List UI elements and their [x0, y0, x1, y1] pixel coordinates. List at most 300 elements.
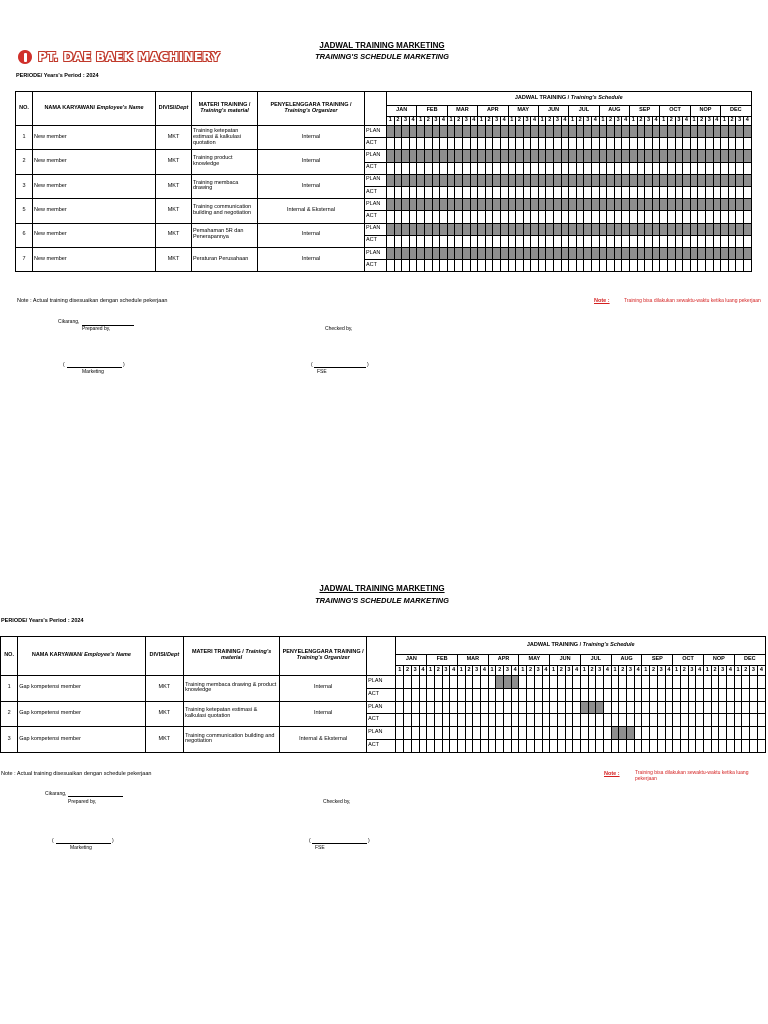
plan-cell: [465, 701, 473, 714]
plan-cell-filled: [516, 247, 524, 259]
act-cell: [596, 739, 604, 752]
col-header-divisi-a: DIVISI/: [158, 104, 177, 111]
plan-cell: [442, 676, 450, 689]
sheet2-period: PERIODE/ Years's Period : 2024: [1, 618, 84, 624]
plan-label: PLAN: [365, 199, 387, 211]
plan-cell-filled: [667, 247, 675, 259]
plan-cell-filled: [675, 247, 683, 259]
act-cell: [630, 138, 638, 150]
plan-cell-filled: [447, 223, 455, 235]
plan-cell-filled: [531, 150, 539, 162]
plan-cell-filled: [531, 223, 539, 235]
plan-cell-filled: [394, 247, 402, 259]
week-number: 2: [637, 117, 645, 126]
col-header-divisi-b: Dept: [176, 104, 189, 111]
plan-cell-filled: [614, 174, 622, 186]
act-cell: [432, 186, 440, 198]
sheet1-sign-line-marketing: [67, 362, 122, 368]
plan-cell-filled: [546, 247, 554, 259]
month-header: MAY: [519, 655, 550, 666]
act-cell: [634, 714, 642, 727]
act-cell: [519, 688, 527, 701]
act-cell: [442, 739, 450, 752]
act-cell: [508, 260, 516, 272]
plan-cell: [573, 727, 581, 740]
plan-cell-filled: [500, 126, 508, 138]
week-number: 2: [424, 117, 432, 126]
plan-cell-filled: [637, 247, 645, 259]
act-cell: [417, 235, 425, 247]
act-cell: [690, 211, 698, 223]
act-cell: [607, 235, 615, 247]
col-header-jadwal: [396, 637, 766, 655]
plan-cell-filled: [667, 126, 675, 138]
plan-cell-filled: [485, 199, 493, 211]
act-cell: [561, 162, 569, 174]
act-cell: [519, 739, 527, 752]
plan-cell-filled: [409, 247, 417, 259]
week-number: 4: [409, 117, 417, 126]
week-number: 4: [481, 666, 489, 676]
act-cell: [569, 260, 577, 272]
plan-cell-filled: [660, 247, 668, 259]
plan-cell-filled: [470, 126, 478, 138]
act-cell: [465, 688, 473, 701]
act-cell: [743, 162, 751, 174]
plan-cell-filled: [667, 150, 675, 162]
plan-cell-filled: [743, 126, 751, 138]
plan-cell-filled: [432, 247, 440, 259]
plan-cell-filled: [622, 199, 630, 211]
plan-cell: [550, 676, 558, 689]
sheet2-paren-open-b: (: [309, 838, 311, 844]
plan-cell: [557, 701, 565, 714]
act-cell: [538, 260, 546, 272]
row-dept: MKT: [156, 223, 192, 247]
act-cell: [396, 714, 404, 727]
act-cell: [534, 739, 542, 752]
act-cell: [757, 688, 765, 701]
plan-cell-filled: [508, 174, 516, 186]
act-cell: [523, 162, 531, 174]
act-cell: [457, 739, 465, 752]
act-cell: [622, 186, 630, 198]
plan-cell-filled: [440, 126, 448, 138]
week-number: 3: [736, 117, 744, 126]
month-header: APR: [478, 106, 508, 117]
row-material: Training product knowledge: [192, 150, 258, 174]
plan-cell: [596, 676, 604, 689]
act-cell: [573, 739, 581, 752]
row-material: Peraturan Perusahaan: [192, 247, 258, 271]
plan-cell-filled: [508, 150, 516, 162]
plan-cell-filled: [554, 150, 562, 162]
act-cell: [660, 162, 668, 174]
act-cell: [622, 235, 630, 247]
week-number: 3: [432, 117, 440, 126]
plan-cell-filled: [417, 150, 425, 162]
act-cell: [592, 138, 600, 150]
act-cell: [637, 186, 645, 198]
plan-cell: [665, 676, 673, 689]
col-header-no: NO.: [16, 92, 33, 126]
act-cell: [546, 138, 554, 150]
act-cell: [690, 235, 698, 247]
plan-cell-filled: [743, 247, 751, 259]
week-number: 3: [614, 117, 622, 126]
act-cell: [409, 260, 417, 272]
act-label: ACT: [367, 714, 396, 727]
plan-label: PLAN: [365, 174, 387, 186]
plan-cell-filled: [637, 174, 645, 186]
row-employee-name: Gap kompetensi member: [18, 676, 145, 702]
plan-cell-filled: [440, 150, 448, 162]
plan-cell-filled: [630, 174, 638, 186]
plan-cell-filled: [409, 199, 417, 211]
act-label: ACT: [367, 739, 396, 752]
week-number: 3: [719, 666, 727, 676]
col-header-penyelenggara-b: Training's Organizer: [296, 655, 350, 661]
plan-cell: [450, 701, 458, 714]
plan-cell-filled: [432, 150, 440, 162]
act-cell: [402, 260, 410, 272]
month-header: OCT: [673, 655, 704, 666]
act-cell: [580, 688, 588, 701]
sheet1-paren-close-a: ): [123, 362, 125, 368]
act-cell: [485, 211, 493, 223]
plan-cell: [542, 701, 550, 714]
plan-cell-filled: [478, 247, 486, 259]
sheet2-date-line: [68, 796, 123, 797]
plan-cell-filled: [516, 150, 524, 162]
plan-cell-filled: [599, 199, 607, 211]
act-cell: [665, 739, 673, 752]
daebaek-logo-icon: [18, 50, 32, 64]
plan-cell: [673, 676, 681, 689]
week-number: 4: [727, 666, 735, 676]
plan-cell-filled: [493, 174, 501, 186]
plan-cell-filled: [569, 223, 577, 235]
plan-cell: [719, 727, 727, 740]
row-no: 2: [16, 150, 33, 174]
act-cell: [736, 235, 744, 247]
month-header: SEP: [642, 655, 673, 666]
week-number: 4: [713, 117, 721, 126]
act-cell: [450, 714, 458, 727]
month-header: JUN: [538, 106, 568, 117]
plan-cell-filled: [508, 199, 516, 211]
plan-cell-filled: [592, 150, 600, 162]
act-cell: [728, 211, 736, 223]
plan-cell-filled: [607, 199, 615, 211]
plan-cell-filled: [538, 223, 546, 235]
plan-cell: [534, 727, 542, 740]
week-number: 3: [462, 117, 470, 126]
sheet2-schedule-table: [0, 636, 766, 753]
plan-cell-filled: [424, 126, 432, 138]
month-header: MAR: [447, 106, 477, 117]
plan-cell-filled: [728, 150, 736, 162]
act-cell: [404, 688, 412, 701]
sheet1-note-red-text: Training bisa dilakukan sewaktu-waktu ketika luang pekerjaan: [624, 298, 761, 304]
plan-cell: [688, 701, 696, 714]
act-cell: [500, 186, 508, 198]
row-organizer: Internal & Eksternal: [258, 199, 365, 223]
plan-cell-filled: [409, 150, 417, 162]
plan-cell-filled: [721, 199, 729, 211]
plan-cell-filled: [447, 174, 455, 186]
plan-cell-filled: [424, 247, 432, 259]
sheet2-sign-line-fse: [312, 838, 367, 844]
plan-cell-filled: [576, 126, 584, 138]
col-header-jadwal-a: JADWAL TRAINING /: [514, 94, 571, 101]
act-cell: [645, 162, 653, 174]
week-number: 1: [508, 117, 516, 126]
plan-cell-filled: [698, 150, 706, 162]
plan-cell-filled: [531, 199, 539, 211]
act-cell: [417, 186, 425, 198]
plan-cell: [457, 676, 465, 689]
week-number: 1: [721, 117, 729, 126]
week-number: 4: [743, 117, 751, 126]
plan-cell: [703, 701, 711, 714]
plan-cell-filled: [424, 199, 432, 211]
act-cell: [493, 260, 501, 272]
act-cell: [703, 688, 711, 701]
plan-cell-filled: [607, 150, 615, 162]
act-cell: [447, 162, 455, 174]
act-cell: [542, 714, 550, 727]
plan-cell-filled: [728, 126, 736, 138]
month-header: JUN: [550, 655, 581, 666]
act-cell: [607, 186, 615, 198]
week-number: 3: [705, 117, 713, 126]
act-cell: [604, 688, 612, 701]
plan-cell: [727, 701, 735, 714]
week-number: 2: [557, 666, 565, 676]
act-cell: [660, 211, 668, 223]
row-dept: MKT: [156, 126, 192, 150]
week-number: 2: [485, 117, 493, 126]
col-header-penyelenggara-a: PENYELENGGARA TRAINING /: [282, 649, 364, 656]
plan-cell-filled: [683, 199, 691, 211]
act-cell: [546, 235, 554, 247]
act-cell: [580, 739, 588, 752]
plan-cell-filled: [630, 126, 638, 138]
plan-cell-filled: [523, 199, 531, 211]
act-cell: [690, 162, 698, 174]
act-cell: [488, 714, 496, 727]
plan-cell-filled: [713, 126, 721, 138]
month-header: JAN: [387, 106, 417, 117]
plan-cell: [719, 701, 727, 714]
plan-cell-filled: [596, 701, 604, 714]
act-cell: [516, 186, 524, 198]
week-number: 1: [447, 117, 455, 126]
plan-cell: [665, 727, 673, 740]
week-number: 2: [588, 666, 596, 676]
plan-cell: [573, 701, 581, 714]
plan-cell: [711, 701, 719, 714]
plan-cell: [703, 676, 711, 689]
act-cell: [470, 235, 478, 247]
plan-cell-filled: [394, 150, 402, 162]
plan-cell: [534, 676, 542, 689]
act-cell: [473, 688, 481, 701]
act-cell: [508, 211, 516, 223]
row-no: 1: [1, 676, 18, 702]
plan-cell-filled: [387, 126, 395, 138]
plan-cell: [757, 727, 765, 740]
act-cell: [573, 688, 581, 701]
act-cell: [637, 235, 645, 247]
act-cell: [652, 260, 660, 272]
act-cell: [728, 260, 736, 272]
week-number: 2: [496, 666, 504, 676]
act-cell: [675, 260, 683, 272]
sheet2-note: Note : Actual training disesuaikan dengan schedule pekerjaan: [1, 771, 152, 777]
act-cell: [470, 162, 478, 174]
week-number: 3: [442, 666, 450, 676]
plan-cell-filled: [493, 126, 501, 138]
act-cell: [396, 688, 404, 701]
plan-cell-filled: [622, 174, 630, 186]
plan-cell-filled: [743, 174, 751, 186]
act-cell: [569, 138, 577, 150]
act-cell: [394, 260, 402, 272]
plan-cell: [404, 676, 412, 689]
plan-cell: [565, 727, 573, 740]
act-cell: [565, 714, 573, 727]
plan-cell-filled: [424, 174, 432, 186]
act-cell: [713, 186, 721, 198]
act-cell: [696, 688, 704, 701]
plan-cell-filled: [538, 126, 546, 138]
plan-label: PLAN: [365, 223, 387, 235]
plan-cell: [542, 727, 550, 740]
plan-cell-filled: [599, 247, 607, 259]
plan-cell: [734, 701, 742, 714]
act-cell: [561, 138, 569, 150]
act-cell: [554, 235, 562, 247]
act-cell: [592, 186, 600, 198]
act-cell: [402, 162, 410, 174]
plan-cell-filled: [523, 247, 531, 259]
plan-cell: [465, 727, 473, 740]
act-cell: [569, 162, 577, 174]
row-dept: MKT: [145, 701, 183, 727]
act-cell: [516, 235, 524, 247]
plan-label: PLAN: [365, 150, 387, 162]
plan-cell-filled: [652, 223, 660, 235]
act-cell: [493, 211, 501, 223]
week-number: 1: [427, 666, 435, 676]
plan-cell-filled: [508, 126, 516, 138]
week-number: 4: [592, 117, 600, 126]
plan-cell-filled: [546, 174, 554, 186]
row-employee-name: Gap kompetensi member: [18, 727, 145, 753]
week-number: 2: [607, 117, 615, 126]
plan-cell-filled: [584, 126, 592, 138]
act-cell: [588, 714, 596, 727]
plan-cell-filled: [447, 199, 455, 211]
act-cell: [531, 260, 539, 272]
plan-cell-filled: [576, 174, 584, 186]
plan-cell: [481, 727, 489, 740]
month-header: JAN: [396, 655, 427, 666]
plan-cell-filled: [402, 247, 410, 259]
sheet2-prepared-by: Prepared by,: [68, 799, 97, 805]
plan-cell-filled: [546, 199, 554, 211]
act-cell: [757, 714, 765, 727]
plan-cell: [519, 727, 527, 740]
plan-cell-filled: [630, 199, 638, 211]
act-cell: [473, 714, 481, 727]
plan-cell-filled: [728, 199, 736, 211]
month-header: FEB: [417, 106, 447, 117]
week-number: 2: [576, 117, 584, 126]
plan-cell: [542, 676, 550, 689]
act-cell: [614, 138, 622, 150]
week-number: 4: [634, 666, 642, 676]
act-cell: [542, 688, 550, 701]
month-header: FEB: [427, 655, 458, 666]
act-cell: [667, 186, 675, 198]
act-cell: [455, 162, 463, 174]
plan-cell: [465, 676, 473, 689]
act-cell: [750, 714, 758, 727]
plan-cell: [488, 676, 496, 689]
act-cell: [713, 162, 721, 174]
plan-cell: [588, 727, 596, 740]
act-cell: [447, 138, 455, 150]
act-cell: [465, 714, 473, 727]
plan-cell: [434, 676, 442, 689]
week-number: 3: [565, 666, 573, 676]
plan-cell: [650, 701, 658, 714]
plan-cell-filled: [683, 150, 691, 162]
act-cell: [387, 138, 395, 150]
act-cell: [588, 739, 596, 752]
act-cell: [440, 138, 448, 150]
act-cell: [424, 260, 432, 272]
month-header: AUG: [611, 655, 642, 666]
plan-cell-filled: [402, 223, 410, 235]
plan-cell: [657, 701, 665, 714]
act-cell: [511, 688, 519, 701]
act-cell: [550, 739, 558, 752]
plan-cell-filled: [705, 199, 713, 211]
act-cell: [573, 714, 581, 727]
week-number: 3: [688, 666, 696, 676]
act-cell: [508, 138, 516, 150]
month-header: MAR: [457, 655, 488, 666]
sheet1-sign-line-fse: [314, 362, 366, 368]
plan-cell-filled: [387, 199, 395, 211]
act-cell: [698, 211, 706, 223]
act-cell: [569, 186, 577, 198]
plan-cell: [680, 727, 688, 740]
act-cell: [394, 162, 402, 174]
week-number: 2: [698, 117, 706, 126]
act-cell: [630, 162, 638, 174]
act-cell: [417, 211, 425, 223]
plan-cell-filled: [743, 199, 751, 211]
act-cell: [478, 162, 486, 174]
col-header-name-a: NAMA KARYAWAN/: [44, 104, 97, 111]
plan-cell-filled: [592, 199, 600, 211]
act-cell: [424, 138, 432, 150]
